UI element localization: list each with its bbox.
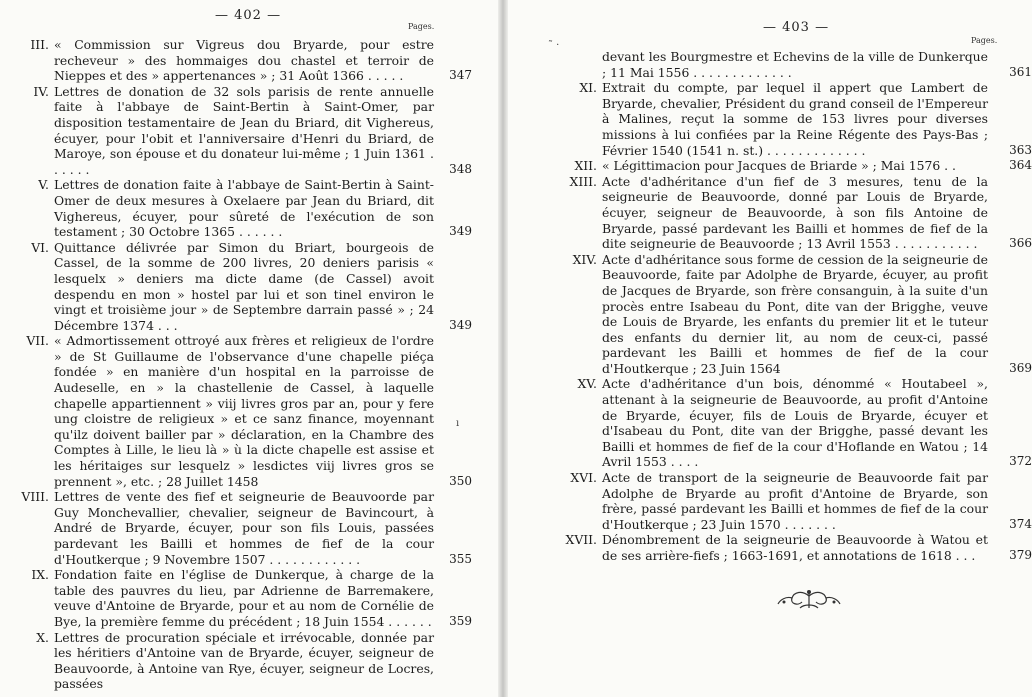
right-page — [508, 0, 1032, 697]
index-entry — [562, 376, 1032, 470]
entry-number: XIV. — [572, 251, 597, 267]
index-entry — [14, 37, 472, 84]
index-entry — [14, 83, 472, 178]
index-entry — [562, 173, 1032, 252]
entry-text: Lettres de procuration spéciale et irrévocable, donnée par les héritiers d'Antoine van de Bryarde, écuyer, seigneur de Beauvoorde, à Antoine van Rye, écuyer, seigneur de Locres, passées — [54, 629, 434, 692]
page-reference: 361 — [1009, 64, 1032, 79]
entry-text: Extrait du compte, par lequel il appert que Lambert de Bryarde, chevalier, Président du grand conseil de l'Empereur à Malines, reçut la somme de 153 livres pour diverses missions à lui confiées par la Reine Régente des Pays-Bas ; Février 1540 (1541 n. st.) . . . . . . . . . . . . . — [602, 80, 988, 158]
entry-text: devant les Bourgmestre et Echevins de la ville de Dunkerque ; 11 Mai 1556 . . . . . . . . . . . . . — [602, 49, 988, 80]
entry-number: XVII. — [565, 532, 597, 548]
entry-body — [54, 567, 472, 629]
entry-text: Acte d'adhéritance sous forme de cession de la seigneurie de Beauvoorde, faite par Adolphe de Bryarde, écuyer, au profit de Jacques de Bryarde, son frère consanguin, à la suite d'un procès entre Isabeau du Pont, dite van der Brigghe, veuve de Louis de Bryarde, les enfants du premier lit et le tuteur des enfants du dernier lit, au nom de ceux-ci, passé pardevant les Bailli et hommes de fief de la cour d'Houtkerque ; 23 Juin 1564 — [602, 251, 988, 376]
entry-body — [54, 489, 472, 567]
page-reference: 349 — [449, 224, 472, 239]
page-reference: 355 — [449, 551, 472, 566]
page-reference: 363 — [1009, 142, 1032, 157]
entry-number: VI. — [31, 239, 49, 255]
page-reference: 379 — [1009, 548, 1032, 562]
entry-number: XVI. — [570, 470, 597, 486]
entry-text: Dénombrement de la seigneurie de Beauvoorde à Watou et de ses arrière-fiefs ; 1663-1691, et annotations de 1618 . . . — [602, 532, 988, 563]
pages-column-label: Pages. — [971, 36, 998, 45]
page-reference: 372 — [1009, 454, 1032, 469]
index-entry — [14, 177, 472, 240]
entry-text: Quittance délivrée par Simon du Briart, bourgeois de Cassel, de la somme de 200 livres, 20 deniers parisis « lesquelx » deniers ma dicte dame (de Cassel) avoit despendu en mon » hostel par lui et son tinel environ le vingt et troisième jour » de Septembre darrain passé » ; 24 Décembre 1374 . . . — [54, 239, 434, 333]
entry-text: Lettres de vente des fief et seigneurie de Beauvoorde par Guy Monchevallier, chevalier, seigneur de Bavincourt, à André de Bryarde, écuyer, pour son fils Louis, passées pardevant les Bailli et hommes de fief de la cour d'Houtkerque ; 9 Novembre 1507 . . . . . . . . . . . . — [54, 489, 434, 567]
entry-number: XV. — [577, 376, 597, 392]
index-entry — [562, 158, 1032, 174]
stray-mark: ı — [456, 418, 460, 429]
index-entry — [562, 49, 1032, 80]
index-entry — [14, 489, 472, 567]
page-reference: 374 — [1009, 516, 1032, 531]
page-reference: 359 — [449, 613, 472, 628]
entry-number: X. — [36, 629, 49, 645]
page-header: — 402 — — [215, 8, 282, 23]
page-reference: 348 — [449, 161, 472, 176]
entry-list — [562, 49, 1032, 564]
entry-number: IX. — [31, 567, 49, 583]
index-entry — [14, 333, 472, 489]
entry-number: VIII. — [21, 489, 49, 505]
entry-text: Lettres de donation faite à l'abbaye de Saint-Bertin à Saint-Omer de deux mesures à Oxelaere par Jean du Briard, dit Vighereus, écuyer, pour sûreté de l'exécution de son testament ; 30 Octobre 1365 . . . . . . — [54, 177, 434, 240]
entry-body — [54, 37, 472, 84]
entry-number: V. — [38, 177, 49, 193]
entry-body — [602, 376, 1032, 470]
entry-body — [602, 173, 1032, 252]
left-page — [0, 0, 498, 697]
entry-body — [602, 251, 1032, 377]
printer-ornament — [774, 588, 844, 612]
entry-text: Acte de transport de la seigneurie de Beauvoorde fait par Adolphe de Bryarde au profit d'Antoine de Bryarde, son frère, passé pardevant les Bailli et hommes de fief de la cour d'Houtkerque ; 23 Juin 1570 . . . . . . . — [602, 470, 988, 532]
entry-text: Acte d'adhéritance d'un fief de 3 mesures, tenu de la seigneurie de Beauvoorde, donné par Louis de Bryarde, écuyer, seigneur de Beauvoorde, à son fils Antoine de Bryarde, passé pardevant les Bailli et hommes de fief de la dite seigneurie de Beauvoorde ; 13 Avril 1553 . . . . . . . . . . . — [602, 173, 988, 252]
entry-body — [602, 470, 1032, 532]
index-entry — [562, 80, 1032, 158]
index-entry — [14, 630, 434, 692]
stray-mark: ˜ · — [548, 40, 560, 51]
entry-body — [54, 630, 434, 692]
book-gutter — [498, 0, 508, 697]
index-entry — [14, 239, 472, 334]
index-entry — [562, 470, 1032, 532]
entry-number — [562, 49, 602, 80]
entry-body — [602, 49, 1032, 80]
entry-body — [602, 80, 1032, 158]
entry-body — [54, 333, 472, 489]
entry-body — [54, 239, 472, 334]
entry-number: VII. — [26, 333, 49, 349]
page-reference: 350 — [449, 473, 472, 488]
entry-text: Lettres de donation de 32 sols parisis de rente annuelle faite à l'abbaye de Saint-Bertin à Saint-Omer, par disposition testamentaire de Jean du Briard, dit Vighereus, écuyer, pour l'obit et l'anniversaire d'Henri du Briard, de Maroye, son épouse et du donateur lui-même ; 1 Juin 1361 . . . . . . — [54, 83, 434, 177]
page-reference: 369 — [1009, 360, 1032, 375]
entry-body — [54, 83, 472, 178]
entry-text: « Admortissement ottroyé aux frères et religieux de l'ordre » de St Guillaume de l'observance d'une chapelle piéça fondée » en manière d'un hospital en la parroisse de Audeselle, en » la chastellenie de Cassel, à laquelle chapelle appartiennent » viij livres gros par an, pour y fere ung cloistre de religieux » et ce sanz finance, moyennant qu'ilz doivent bailler par » déclaration, en la Chambre des Comptes à Lille, le lieu là » ù la dicte chapelle est assise et les héritaiges sur lesquelz » lesdictes viij livres gros se prennent », etc. ; 28 Juillet 1458 — [54, 333, 434, 489]
page-reference: 347 — [449, 68, 472, 83]
entry-text: « Légittimacion pour Jacques de Briarde » ; Mai 1576 . . — [602, 158, 956, 174]
entry-number: XII. — [574, 158, 597, 174]
page-reference: 366 — [1009, 236, 1032, 251]
entry-body — [54, 177, 472, 240]
entry-list — [14, 37, 472, 692]
entry-body — [602, 532, 1032, 563]
entry-number: III. — [30, 37, 49, 52]
entry-number: IV. — [33, 83, 49, 99]
entry-number: XIII. — [569, 173, 597, 189]
entry-text: Fondation faite en l'église de Dunkerque, à charge de la table des pauvres du lieu, par Adrienne de Barremakere, veuve d'Antoine de Bryarde, pour et au nom de Cornélie de Bye, la première femme du précédent ; 18 Juin 1554 . . . . . . — [54, 567, 434, 629]
index-entry — [14, 567, 472, 629]
entry-text: « Commission sur Vigreus dou Bryarde, pour estre recheveur » des hommaiges dou chastel et terroir de Nieppes et des » appertenances » ; 31 Août 1366 . . . . . — [54, 37, 434, 84]
pages-column-label: Pages. — [408, 22, 435, 31]
index-entry — [562, 251, 1032, 377]
page-header: — 403 — — [763, 20, 830, 35]
entry-number: XI. — [579, 80, 597, 96]
page-reference: 364 — [1009, 158, 1032, 173]
entry-body — [602, 158, 1032, 174]
entry-text: Acte d'adhéritance d'un bois, dénommé « Houtabeel », attenant à la seigneurie de Beauvoorde, au profit d'Antoine de Bryarde, écuyer, fils de Louis de Bryarde, écuyer et d'Isabeau du Pont, dite van der Brigghe, passé devant les Bailli et hommes de fief de la cour d'Hoflande en Watou ; 14 Avril 1553 . . . . — [602, 376, 988, 470]
page-reference: 349 — [449, 317, 472, 332]
index-entry — [562, 532, 1032, 563]
